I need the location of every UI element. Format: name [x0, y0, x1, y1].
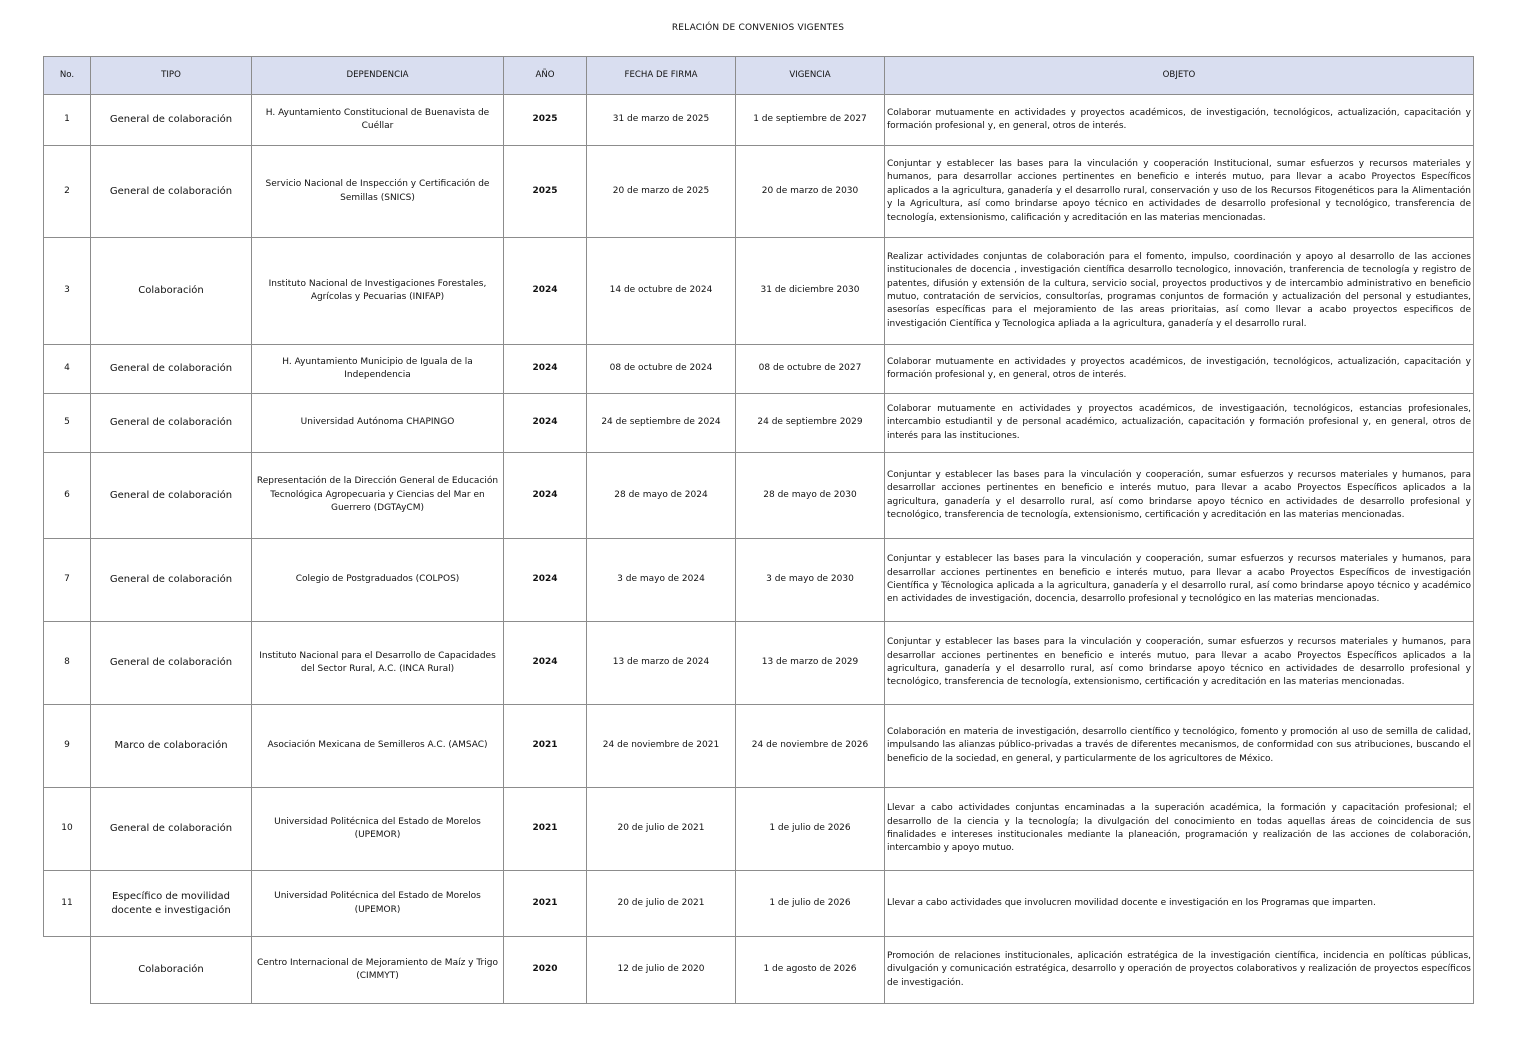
cell-fecha: 3 de mayo de 2024: [587, 539, 736, 622]
cell-dependencia: Instituto Nacional para el Desarrollo de Capacidades del Sector Rural, A.C. (INCA Rural): [252, 622, 504, 705]
cell-dependencia: H. Ayuntamiento Constitucional de Buenavista de Cuéllar: [252, 95, 504, 146]
cell-dependencia: Universidad Autónoma CHAPINGO: [252, 394, 504, 453]
table-row: [44, 539, 1474, 622]
agreements-table: [43, 56, 1474, 1004]
cell-vigencia: 24 de septiembre 2029: [736, 394, 885, 453]
cell-dependencia: Instituto Nacional de Investigaciones Forestales, Agrícolas y Pecuarias (INIFAP): [252, 238, 504, 345]
cell-anio: 2024: [504, 622, 587, 705]
cell-vigencia: 1 de septiembre de 2027: [736, 95, 885, 146]
cell-vigencia: 24 de noviembre de 2026: [736, 705, 885, 788]
table-row: [44, 146, 1474, 238]
cell-no: 3: [44, 238, 91, 345]
header-anio: AÑO: [504, 57, 587, 95]
table-row: [44, 705, 1474, 788]
cell-fecha: 12 de julio de 2020: [587, 937, 736, 1004]
cell-anio: 2024: [504, 539, 587, 622]
cell-no: 9: [44, 705, 91, 788]
cell-vigencia: 1 de agosto de 2026: [736, 937, 885, 1004]
table-row: [44, 95, 1474, 146]
header-fecha: FECHA DE FIRMA: [587, 57, 736, 95]
cell-objeto: Colaboración en materia de investigación, desarrollo científico y tecnológico, fomento y promoción al uso de semilla de calidad, impulsando las alianzas público-privadas a través de diferentes mecanismos, de conformidad con sus atribuciones, buscando el beneficio de la sociedad, en general, y particularmente de los agricultores de México.: [885, 705, 1474, 788]
cell-no: 2: [44, 146, 91, 238]
cell-no: 10: [44, 788, 91, 871]
cell-objeto: Conjuntar y establecer las bases para la vinculación y cooperación, sumar esfuerzos y recursos materiales y humanos, para desarrollar acciones pertinentes en beneficio e interés mutuo, para llevar a acabo Proyectos Específicos aplicados a la agricultura, ganadería y el desarrollo rural, así como brindarse apoyo técnico en actividades de desarrollo profesional y tecnológico, transferencia de tecnología, extensionismo, certificación y acreditación en las materias mencionadas.: [885, 622, 1474, 705]
page-title: RELACIÓN DE CONVENIOS VIGENTES: [671, 23, 845, 33]
cell-dependencia: Servicio Nacional de Inspección y Certificación de Semillas (SNICS): [252, 146, 504, 238]
cell-no: 1: [44, 95, 91, 146]
cell-tipo: Marco de colaboración: [91, 705, 252, 788]
cell-vigencia: 28 de mayo de 2030: [736, 453, 885, 539]
cell-objeto: Conjuntar y establecer las bases para la vinculación y cooperación Institucional, sumar esfuerzos y recursos materiales y humanos, para desarrollar acciones pertinentes en beneficio e interés mutuo, para llevar a acabo Proyectos Específicos aplicados a la agricultura, ganadería y el desarrollo rural, conservación y uso de los Recursos Fitogenéticos para la Alimentación y la Agricultura, así como brindarse apoyo técnico en actividades de desarrollo profesional y tecnológico, transferencia de tecnología, extensionismo, calificación y acreditación en las materias mencionadas.: [885, 146, 1474, 238]
table-row: [44, 622, 1474, 705]
cell-fecha: 24 de noviembre de 2021: [587, 705, 736, 788]
cell-no: 7: [44, 539, 91, 622]
cell-objeto: Colaborar mutuamente en actividades y proyectos académicos, de investigaación, tecnológicos, estancias profesionales, intercambio estudiantil y de personal académico, actualización, capacitación y formación profesional y, en general, otros de interés para las instituciones.: [885, 394, 1474, 453]
cell-anio: 2021: [504, 788, 587, 871]
cell-anio: 2021: [504, 871, 587, 937]
table-row: [44, 394, 1474, 453]
cell-dependencia: Centro Internacional de Mejoramiento de Maíz y Trigo (CIMMYT): [252, 937, 504, 1004]
cell-fecha: 31 de marzo de 2025: [587, 95, 736, 146]
cell-vigencia: 1 de julio de 2026: [736, 788, 885, 871]
cell-fecha: 24 de septiembre de 2024: [587, 394, 736, 453]
cell-vigencia: 13 de marzo de 2029: [736, 622, 885, 705]
table-row: [44, 453, 1474, 539]
cell-fecha: 13 de marzo de 2024: [587, 622, 736, 705]
table-row: [44, 345, 1474, 394]
cell-vigencia: 20 de marzo de 2030: [736, 146, 885, 238]
cell-tipo: General de colaboración: [91, 95, 252, 146]
header-no: No.: [44, 57, 91, 95]
cell-objeto: Llevar a cabo actividades que involucren movilidad docente e investigación en los Programas que imparten.: [885, 871, 1474, 937]
cell-objeto: Llevar a cabo actividades conjuntas encaminadas a la superación académica, la formación y capacitación profesional; el desarrollo de la ciencia y la tecnología; la divulgación del conocimiento en todas aquellas áreas de coincidencia de sus finalidades e intereses institucionales mediante la planeación, programación y realización de las acciones de colaboración, intercambio y apoyo mutuo.: [885, 788, 1474, 871]
cell-dependencia: H. Ayuntamiento Municipio de Iguala de la Independencia: [252, 345, 504, 394]
cell-anio: 2024: [504, 238, 587, 345]
cell-no: [44, 937, 91, 1004]
cell-tipo: General de colaboración: [91, 394, 252, 453]
cell-anio: 2024: [504, 453, 587, 539]
cell-anio: 2024: [504, 394, 587, 453]
cell-tipo: General de colaboración: [91, 146, 252, 238]
cell-anio: 2021: [504, 705, 587, 788]
cell-anio: 2025: [504, 146, 587, 238]
cell-dependencia: Representación de la Dirección General de Educación Tecnológica Agropecuaria y Ciencias del Mar en Guerrero (DGTAyCM): [252, 453, 504, 539]
cell-objeto: Colaborar mutuamente en actividades y proyectos académicos, de investigación, tecnológicos, actualización, capacitación y formación profesional y, en general, otros de interés.: [885, 345, 1474, 394]
cell-anio: 2025: [504, 95, 587, 146]
cell-dependencia: Universidad Politécnica del Estado de Morelos (UPEMOR): [252, 788, 504, 871]
header-vigencia: VIGENCIA: [736, 57, 885, 95]
cell-objeto: Conjuntar y establecer las bases para la vinculación y cooperación, sumar esfuerzos y recursos materiales y humanos, para desarrollar acciones pertinentes en beneficio e interés mutuo, para llevar a acabo Proyectos Específicos aplicados a la agricultura, ganadería y el desarrollo rural, así como brindarse apoyo técnico en actividades de desarrollo profesional y tecnológico, transferencia de tecnología, extensionismo, certificación y acreditación en las materias mencionadas.: [885, 453, 1474, 539]
cell-no: 11: [44, 871, 91, 937]
cell-tipo: Colaboración: [91, 937, 252, 1004]
cell-fecha: 20 de julio de 2021: [587, 788, 736, 871]
cell-no: 5: [44, 394, 91, 453]
header-objeto: OBJETO: [885, 57, 1474, 95]
table-header-row: [44, 57, 1474, 95]
cell-dependencia: Asociación Mexicana de Semilleros A.C. (AMSAC): [252, 705, 504, 788]
cell-fecha: 28 de mayo de 2024: [587, 453, 736, 539]
cell-no: 8: [44, 622, 91, 705]
cell-objeto: Colaborar mutuamente en actividades y proyectos académicos, de investigación, tecnológicos, actualización, capacitación y formación profesional y, en general, otros de interés.: [885, 95, 1474, 146]
cell-anio: 2024: [504, 345, 587, 394]
cell-no: 6: [44, 453, 91, 539]
cell-dependencia: Colegio de Postgraduados (COLPOS): [252, 539, 504, 622]
cell-vigencia: 3 de mayo de 2030: [736, 539, 885, 622]
cell-tipo: General de colaboración: [91, 622, 252, 705]
cell-fecha: 20 de marzo de 2025: [587, 146, 736, 238]
cell-tipo: General de colaboración: [91, 788, 252, 871]
table-row: [44, 937, 1474, 1004]
cell-tipo: General de colaboración: [91, 345, 252, 394]
cell-vigencia: 08 de octubre de 2027: [736, 345, 885, 394]
cell-objeto: Promoción de relaciones institucionales, aplicación estratégica de la investigación científica, incidencia en políticas públicas, divulgación y comunicación estratégica, desarrollo y operación de proyectos colaborativos y realización de proyectos específicos de investigación.: [885, 937, 1474, 1004]
table-row: [44, 238, 1474, 345]
cell-fecha: 20 de julio de 2021: [587, 871, 736, 937]
cell-objeto: Realizar actividades conjuntas de colaboración para el fomento, impulso, coordinación y apoyo al desarrollo de las acciones institucionales de docencia , investigación científica desarrollo tecnologico, innovación, tranferencia de tecnología y registro de patentes, difusión y extensión de la cultura, servicio social, proyectos productivos y de intercambio administrativo en beneficio mutuo, contratación de servicios, consultorías, programas conjuntos de formación y actualización del personal y estudiantes, asesorías específicas para el mejoramiento de las areas prioritaias, así como llevar a acabo proyectos especificos de investigación Científica y Tecnologica apliada a la agricultura, ganadería y el desarrollo rural.: [885, 238, 1474, 345]
cell-dependencia: Universidad Politécnica del Estado de Morelos (UPEMOR): [252, 871, 504, 937]
cell-tipo: General de colaboración: [91, 453, 252, 539]
cell-vigencia: 31 de diciembre 2030: [736, 238, 885, 345]
cell-no: 4: [44, 345, 91, 394]
table-row: [44, 871, 1474, 937]
cell-anio: 2020: [504, 937, 587, 1004]
cell-tipo: Colaboración: [91, 238, 252, 345]
cell-objeto: Conjuntar y establecer las bases para la vinculación y cooperación, sumar esfuerzos y recursos materiales y humanos, para desarrollar acciones pertinentes en beneficio e interés mutuo, para llevar a acabo Proyectos Específicos de investigación Científica y Técnologica aplicada a la agricultura, ganadería y el desarrollo rural, así como brindarse apoyo técnico y académico en actividades de investigación, docencia, desarrollo profesional y tecnológico en las materias mencionadas.: [885, 539, 1474, 622]
cell-fecha: 14 de octubre de 2024: [587, 238, 736, 345]
header-dependencia: DEPENDENCIA: [252, 57, 504, 95]
header-tipo: TIPO: [91, 57, 252, 95]
cell-tipo: General de colaboración: [91, 539, 252, 622]
table-row: [44, 788, 1474, 871]
cell-vigencia: 1 de julio de 2026: [736, 871, 885, 937]
cell-tipo: Específico de movilidad docente e investigación: [91, 871, 252, 937]
cell-fecha: 08 de octubre de 2024: [587, 345, 736, 394]
